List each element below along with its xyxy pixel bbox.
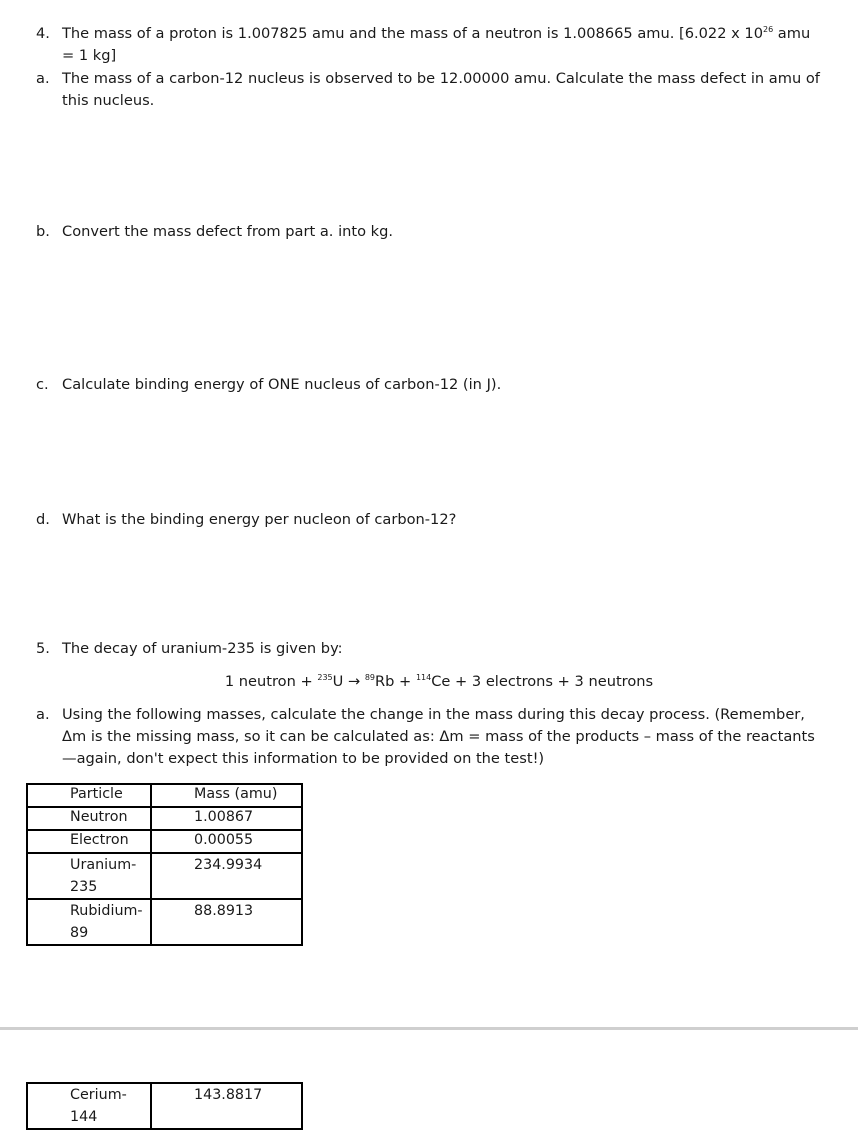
part-text: Using the following masses, calculate the change in the mass during this decay process. (Remember, Δm is the missing mass, so it can be calculated as: Δm = mass of the products – mass of the reactants—again, don't expect this information to be provided on the test!) xyxy=(62,706,815,767)
table-header-row xyxy=(27,784,302,807)
question-4b xyxy=(36,221,826,243)
mass-cell: 234.9934 xyxy=(151,853,302,899)
part-text: The mass of a carbon-12 nucleus is observed to be 12.00000 amu. Calculate the mass defect in amu of this nucleus. xyxy=(62,70,820,109)
part-label: a. xyxy=(36,70,50,87)
question-4d xyxy=(36,509,826,531)
table-row xyxy=(27,1083,302,1129)
question-text: The decay of uranium-235 is given by: xyxy=(62,640,343,657)
mass-table-continued xyxy=(26,1082,303,1130)
particle-cell: Rubidium-89 xyxy=(27,899,151,945)
part-text: Calculate binding energy of ONE nucleus of carbon-12 (in J). xyxy=(62,376,502,393)
table-row xyxy=(27,830,302,853)
mass-table xyxy=(26,783,303,946)
decay-equation: 1 neutron + $^{235}$U → $^{89}$Rb + $^{114}$Ce + 3 electrons + 3 neutrons xyxy=(224,673,654,690)
part-label: b. xyxy=(36,223,50,240)
question-number: 4. xyxy=(36,25,50,42)
question-5 xyxy=(36,638,826,660)
exponent: 26 xyxy=(762,25,774,34)
question-4 xyxy=(36,23,826,67)
mass-cell: 1.00867 xyxy=(151,807,302,830)
question-4c xyxy=(36,374,826,396)
particle-cell: Uranium-235 xyxy=(27,853,151,899)
mass-cell: 143.8817 xyxy=(151,1083,302,1129)
part-text: What is the binding energy per nucleon of carbon-12? xyxy=(62,511,457,528)
particle-cell: Neutron xyxy=(27,807,151,830)
table-row xyxy=(27,853,302,899)
mass-cell: 0.00055 xyxy=(151,830,302,853)
particle-cell: Cerium-144 xyxy=(27,1083,151,1129)
part-label: c. xyxy=(36,376,49,393)
question-number: 5. xyxy=(36,640,50,657)
mass-cell: 88.8913 xyxy=(151,899,302,945)
question-4a xyxy=(36,68,826,112)
table-row xyxy=(27,899,302,945)
part-label: d. xyxy=(36,511,50,528)
particle-cell: Electron xyxy=(27,830,151,853)
column-header-particle: Particle xyxy=(27,784,151,807)
part-text: Convert the mass defect from part a. into kg. xyxy=(62,223,394,240)
column-header-mass: Mass (amu) xyxy=(151,784,302,807)
table-row xyxy=(27,807,302,830)
part-label: a. xyxy=(36,706,50,723)
question-text: The mass of a proton is 1.007825 amu and the mass of a neutron is 1.008665 amu. [6.022 x $10^{26}$ amu = 1 kg] xyxy=(62,25,811,64)
page-break-divider xyxy=(0,1027,858,1030)
question-5a xyxy=(36,704,826,770)
